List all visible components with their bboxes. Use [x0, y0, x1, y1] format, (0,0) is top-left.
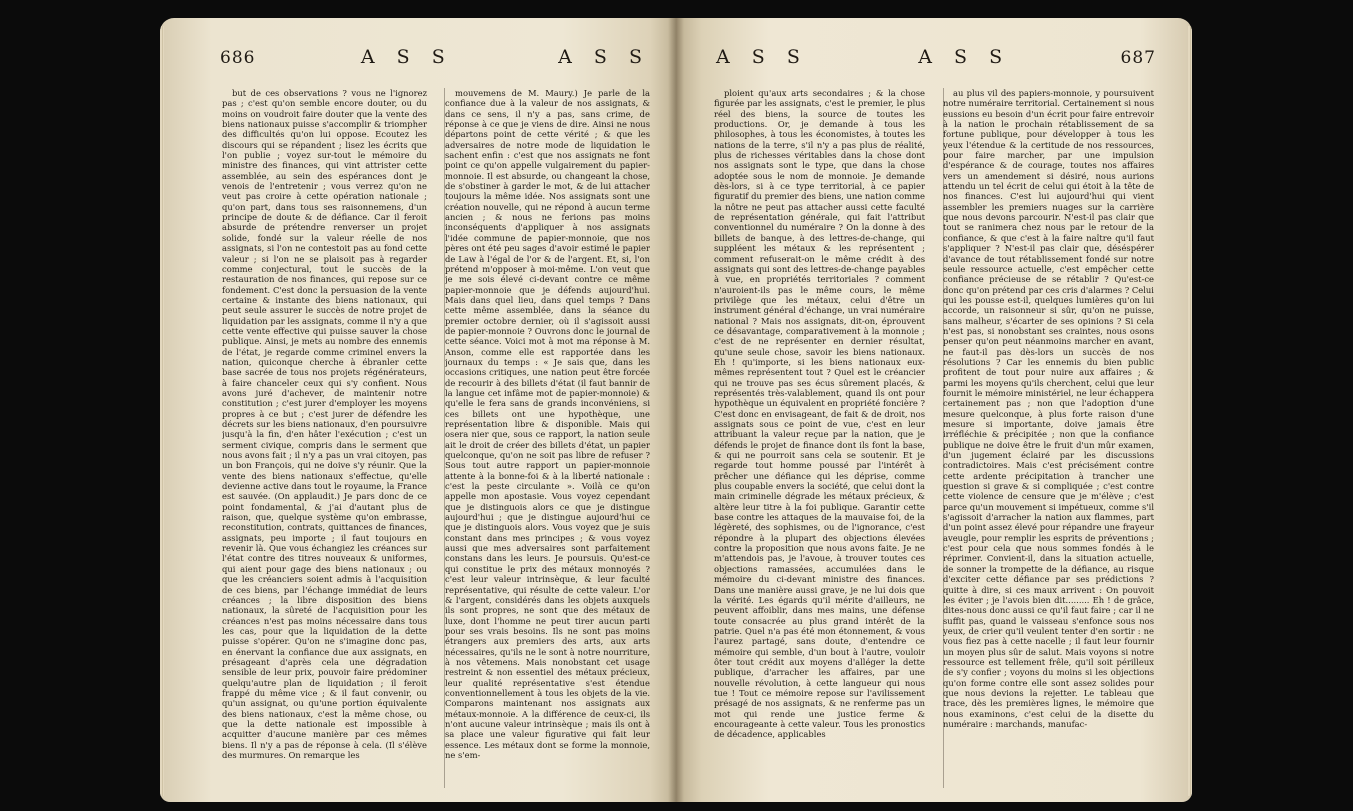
paragraph: ploient qu'aux arts secondaires ; & la chose figurée par les assignats, c'est le premier, le plus réel des biens, la source de toutes les productions. Or, je demande à tous les philosophes, à tous les économistes, à toutes les nations de la terre, s'il n'y a pas plus de réalité, plus de richesses véritables dans la chose dont nos assignats sont le type, que dans la chose adoptée sous le nom de monnoie. Je demande dès-lors, si à ce type territorial, à ce papier figuratif du premier des biens, une nation comme la nôtre ne peut pas attacher aussi cette faculté de représentation générale, qui fait l'attribut conventionnel du numéraire ? On la donne à des billets de banque, à des lettres-de-change, qui suppléent les métaux & les représentent ; comment refuserait-on le même crédit à des assignats qui sont des lettres-de-change payables à vue, en propriétés territoriales ? comment n'auroient-ils pas le même cours, le même privilège que les métaux, celui d'être un instrument général d'échange, un vrai numéraire national ? Mais nos assignats, dit-on, éprouvent ce désavantage, comparativement à la monnoie ; c'est de ne représenter en dernier résultat, qu'une seule chose, savoir les biens nationaux. Eh ! qu'importe, si les biens nationaux eux-mêmes représentent tout ? Quel est le créancier qui ne trouve pas ses écus sûrement placés, & représentés très-valablement, quand ils ont pour hypothèque un équivalent en propriété foncière ? C'est donc en envisageant, de fait & de droit, nos assignats sous ce point de vue, c'est en leur attribuant la valeur reçue par la nation, que je défends le projet de finance dont ils font la base, & qui ne pourroit sans cela se soutenir. Et je regarde tout homme poussé par l'intérêt à prêcher une défiance qui les déprise, comme plus coupable envers la société, que celui dont la main criminelle dégrade les métaux précieux, & altère leur titre à la foi publique. Garantir cette base contre les attaques de la mauvaise foi, de la légèreté, des sophismes, ou de l'ignorance, c'est répondre à la plupart des objections élevées contre la proposition que nous avons faite. Je ne m'attendois pas, je l'avoue, à trouver toutes ces objections ramassées, accumulées dans le mémoire du ci-devant ministre des finances. Dans une manière aussi grave, je ne lui dois que la vérité. Les égards qu'il mérite d'ailleurs, ne peuvent affoiblir, dans mes mains, une défense toute consacrée au plus grand intérêt de la patrie. Quel n'a pas été mon étonnement, & vous l'aurez partagé, sans doute, d'entendre ce mémoire qui semble, d'un bout à l'autre, vouloir ôter tout crédit aux moyens d'alléger la dette publique, d'arracher les affaires, par une nouvelle révolution, à cette langueur qui nous tue ! Tout ce mémoire repose sur l'avilissement présagé de nos assignats, & ne renferme pas un mot qui rende une justice ferme & encourageante à cette valeur. Tous les pronostics de décadence, applicables	[714, 88, 925, 740]
page-edges-right	[1188, 26, 1192, 796]
page-edges-left	[160, 26, 164, 796]
text-column	[445, 88, 650, 793]
running-head: A S S	[558, 46, 650, 68]
page-number: 687	[1120, 48, 1156, 68]
paragraph: mouvemens de M. Maury.) Je parle de la confiance due à la valeur de nos assignats, & dans ce sens, il n'y a pas, sans crime, de réponse à ce que je viens de dire. Ainsi ne nous départons point de cette vérité ; & que les adversaires de notre mode de liquidation le sachent enfin : c'est que nos assignats ne font point ce qu'on appelle vulgairement du papier-monnoie. Il est absurde, ou changeant la chose, de s'obstiner à garder le mot, & de lui attacher toujours la même idée. Nos assignats sont une création nouvelle, qui ne répond à aucun terme ancien ; & nous ne ferions pas moins inconséquents d'appliquer à nos assignats l'idée commune de papier-monnoie, que nos pères ont été peu sages d'avoir estimé le papier de Law à l'égal de l'or & de l'argent. Et, si, l'on prétend m'opposer à moi-même. L'on veut que je me sois élevé ci-devant contre ce même papier-monnoie que je défends aujourd'hui. Mais dans quel lieu, dans quel temps ? Dans cette même assemblée, dans la séance du premier octobre dernier, où il s'agissoit aussi de papier-monnoie ? Ouvrons donc le journal de cette séance. Voici mot à mot ma réponse à M. Anson, comme elle est rapportée dans les journaux du temps : « Je sais que, dans les occasions critiques, une nation peut être forcée de recourir à des billets d'état (il faut bannir de la langue cet infâme mot de papier-monnoie) & qu'elle le fera sans de grands inconvéniens, si ces billets ont une hypothèque, une représentation libre & disponible. Mais qui osera nier que, sous ce rapport, la nation seule ait le droit de créer des billets d'état, un papier quelconque, qu'on ne soit pas libre de refuser ? Sous tout autre rapport un papier-monnoie attente à la bonne-foi & à la liberté nationale : c'est la peste circulante ». Voilà ce qu'on appelle mon apostasie. Vous voyez cependant que je distinguois alors ce que je distingue aujourd'hui ; que je distingue aujourd'hui ce que je distinguois alors. Vous voyez que je suis constant dans mes principes ; & vous voyez aussi que mes adversaires sont parfaitement constans dans les leurs. Je poursuis. Qu'est-ce qui constitue le prix des métaux monnoyés ? c'est leur valeur intrinsèque, & leur faculté représentative, qui résulte de cette valeur. L'or & l'argent, considérés dans les objets auxquels ils sont propres, ne sont que des métaux de luxe, dont l'homme ne peut tirer aucun parti pour ses vrais besoins. Ils ne sont pas moins étrangers aux premiers des arts, aux arts nécessaires, qu'ils ne le sont à notre nourriture, à nos vêtemens. Mais nonobstant cet usage restreint & non essentiel des métaux précieux, leur qualité représentative s'est étendue conventionnellement à tous les objets de la vie. Comparons maintenant nos assignats aux métaux-monnoie. A la différence de ceux-ci, ils n'ont aucune valeur intrinsèque ; mais ils ont à sa place une valeur figurative qui fait leur essence. Les métaux dont se forme la monnoie, ne s'em-	[445, 88, 650, 760]
running-head: A S S	[360, 46, 453, 68]
right-running-header	[716, 46, 1156, 76]
open-book	[160, 18, 1192, 802]
text-column	[714, 88, 925, 793]
running-head: A S S	[716, 46, 808, 68]
left-page-columns	[222, 88, 650, 793]
text-column	[943, 88, 1154, 793]
right-page	[676, 18, 1192, 802]
running-head: A S S	[918, 46, 1011, 68]
paragraph: au plus vil des papiers-monnoie, y poursuivent notre numéraire territorial. Certainement si nous eussions eu besoin d'un écrit pour faire entrevoir à la nation le prochain rétablissement de sa fortune publique, pour développer à tous les yeux l'étendue & la certitude de nos ressources, pour faire marcher, par une impulsion d'espérance & de courage, toutes nos affaires vers un amendement si désiré, nous aurions attendu un tel écrit de celui qui étoit à la tête de nos finances. C'est lui aujourd'hui qui vient assembler les premiers nuages sur la carrière que nous devons parcourir. N'est-il pas clair que tout se ranimera chez nous par le retour de la confiance, & que c'est à la faire naître qu'il faut s'appliquer ? N'est-il pas clair que, déséspérer d'avance de tout rétablissement fondé sur notre seule ressource actuelle, c'est empêcher cette confiance précieuse de se rétablir ? Qu'est-ce donc qu'on prétend par ces cris d'alarmes ? Celui qui les pousse est-il, quelques lumières qu'on lui accorde, un raisonneur si sûr, qu'on ne puisse, sans malheur, s'écarter de ses opinions ? Si cela n'est pas, si nonobstant ses craintes, nous osons penser qu'on peut néanmoins marcher en avant, ne faut-il pas dès-lors un succès de nos résolutions ? Car les ennemis du bien public profitent de tout pour nuire aux affaires ; & parmi les moyens qu'ils cherchent, celui que leur fournit le mémoire ministériel, ne leur échappera certainement pas ; non que l'adoption d'une mesure quelconque, à plus forte raison d'une mesure si importante, doive jamais être irréfléchie & précipitée ; non que la confiance publique ne doive être le fruit d'un mûr examen, d'un jugement éclairé par les discussions contradictoires. Mais c'est précisément contre cette ardente précipitation à trancher une question si grave & si compliquée ; c'est contre cette violence de censure que je m'élève ; c'est parce qu'un mouvement si impétueux, comme s'il s'agissoit d'arracher la nation aux flammes, part d'un point assez élevé pour répandre une frayeur aveugle, pour remplir les esprits de préventions ; c'est pour cela que nous sommes fondés à le réprimer. Convient-il, dans la situation actuelle, de sonner la trompette de la défiance, au risque d'exciter cette défiance par ses prédictions ? quitte à dire, si ces maux arrivent : On pouvoit les éviter ; je l'avois bien dit......... Eh ! de grâce, dites-nous donc aussi ce qu'il faut faire ; car il ne suffit pas, quand le vaisseau s'enfonce sous nos yeux, de crier qu'il veulent tenter d'en sortir : ne vous fiez pas à cette nacelle ; il faut leur fournir un moyen plus sûr de salut. Mais voyons si notre ressource est tellement frêle, qu'il soit périlleux de s'y confier ; voyons du moins si les objections qu'on forme contre elle sont assez solides pour que nous devions la rejetter. Le tableau que trace, dès les premières lignes, le mémoire que nous examinons, c'est celui de la disette du numéraire : marchands, manufac-	[943, 88, 1154, 729]
column-rule	[444, 88, 445, 788]
page-number: 686	[220, 48, 256, 68]
book-gutter	[668, 18, 684, 802]
right-page-columns	[714, 88, 1154, 793]
column-rule	[943, 88, 944, 788]
paragraph: but de ces observations ? vous ne l'ignorez pas ; c'est qu'on semble encore douter, ou du moins on voudroit faire douter que la vente des biens nationaux puisse s'accomplir & triompher des difficultés qu'on lui oppose. Ecoutez les discours qui se répandent ; lisez les écrits que l'on publie ; voyez sur-tout le mémoire du ministre des finances, qui vint attrister cette assemblée, au sein des espérances dont je venois de l'entretenir ; vous verrez qu'on ne veut pas croire à cette opération nationale ; qu'on part, dans tous ses raisonnemens, d'un principe de doute & de défiance. Car il feroit absurde de prétendre renverser un projet solide, fondé sur la valeur réelle de nos assignats, si l'on ne contestoit pas au fond cette valeur ; si l'on ne se plaisoit pas à regarder comme conjectural, tout le succès de la restauration de nos finances, qui repose sur ce fondement. C'est donc la persuasion de la vente certaine & instante des biens nationaux, qui peut seule assurer le succès de notre projet de liquidation par les assignats, comme il n'y a que cette vente effective qui puisse sauver la chose publique. Ainsi, je mets au nombre des ennemis de l'état, je regarde comme criminel envers la nation, quiconque cherche à ébranler cette base sacrée de tous nos projets régénérateurs, à faire chanceler ceux qui s'y confient. Nous avons juré d'achever, de maintenir notre constitution ; c'est jurer d'employer les moyens propres à ce but ; c'est jurer de défendre les décrets sur les biens nationaux, d'en poursuivre jusqu'à la fin, d'en hâter l'exécution ; c'est un serment civique, compris dans le serment que nous avons fait ; il n'y a pas un vrai citoyen, pas un bon François, qui ne doive s'y réunir. Que la vente des biens nationaux s'effectue, qu'elle devienne active dans tout le royaume, la France est sauvée. (On applaudit.) Je pars donc de ce point fondamental, & j'ai d'autant plus de raison, que, quelque système qu'on embrasse, reconstitution, contrats, quittances de finances, assignats, peu importe ; il faut toujours en revenir là. Que vous échangiez les créances sur l'état contre des titres nouveaux & uniformes, qui aient pour gage des biens nationaux ; ou que les créanciers soient admis à l'acquisition de ces biens, par l'échange immédiat de leurs créances ; la libre disposition des biens nationaux, la sûreté de l'acquisition pour les créances n'est pas moins nécessaire dans tous les cas, pour que la liquidation de la dette puisse s'opérer. Qu'on ne s'imagine donc pas, en énervant la confiance due aux assignats, en présageant d'après cela une dégradation sensible de leur prix, pouvoir faire prédominer quelqu'autre plan de liquidation ; il feroit frappé du même vice ; & il faut convenir, ou qu'un assignat, ou qu'une portion équivalente des biens nationaux, c'est la même chose, ou que la dette nationale est impossible à acquitter d'aucune manière par ces mêmes biens. Il n'y a pas de réponse à cela. (Il s'élève des murmures. On remarque les	[222, 88, 427, 760]
left-running-header	[220, 46, 650, 76]
left-page	[160, 18, 676, 802]
text-column	[222, 88, 427, 793]
